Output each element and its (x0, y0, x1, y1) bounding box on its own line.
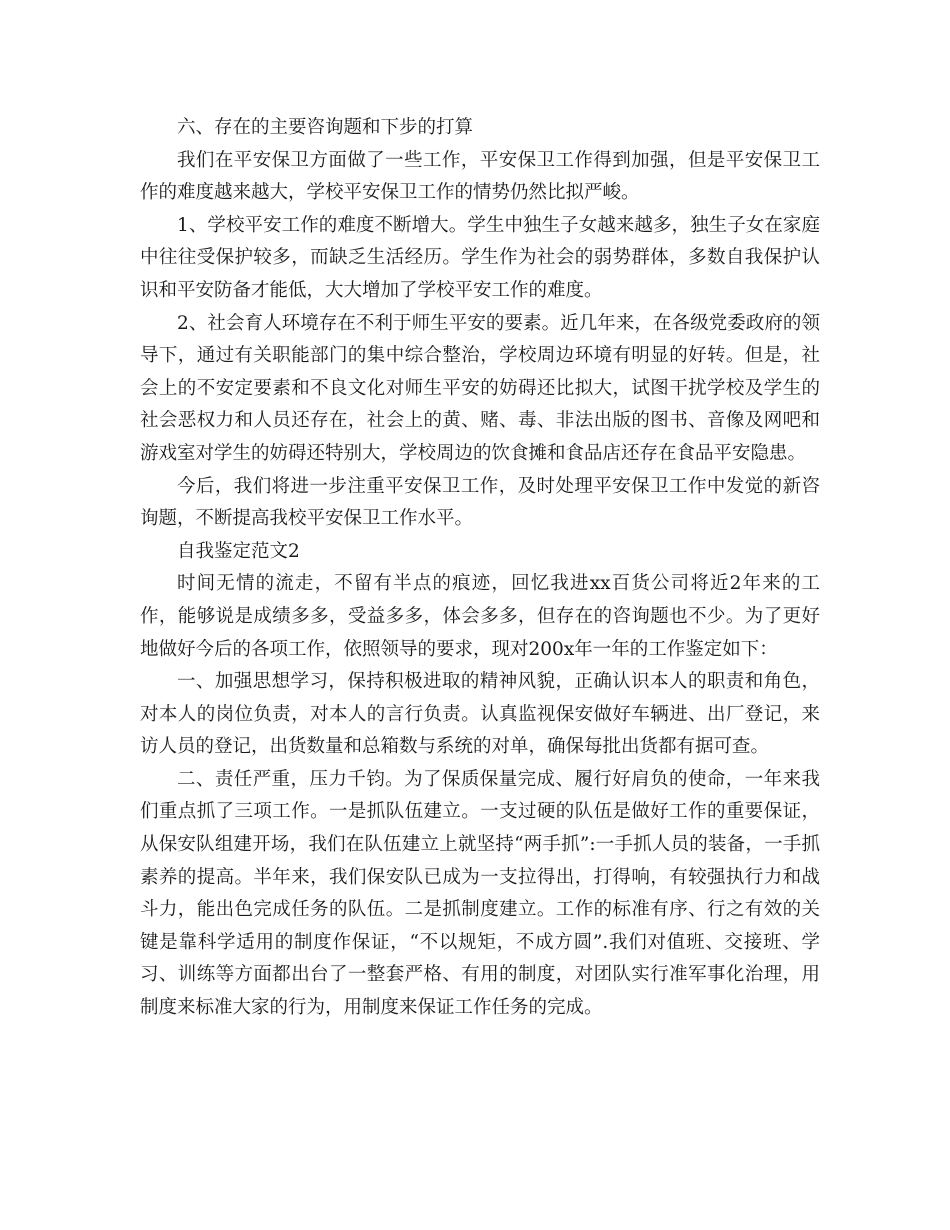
section-heading-sample-2: 自我鉴定范文2 (177, 540, 300, 562)
paragraph: 1、学校平安工作的难度不断增大。学生中独生子女越来越多，独生子女在家庭中往往受保护较多，而缺乏生活经历。学生作为社会的弱势群体，多数自我保护认识和平安防备才能低，大大增加了学校平安工作的难度。 (140, 214, 820, 301)
document-body (140, 112, 820, 1025)
paragraph: 一、加强思想学习，保持积极进取的精神风貌，正确认识本人的职责和角色，对本人的岗位负责，对本人的言行负责。认真监视保安做好车辆进、出厂登记，来访人员的登记，出货数量和总箱数与系统的对单，确保每批出货都有据可查。 (140, 671, 820, 758)
section-heading-problems: 六、存在的主要咨询题和下步的打算 (177, 117, 474, 138)
paragraph: 今后，我们将进一步注重平安保卫工作，及时处理平安保卫工作中发觉的新咨询题，不断提高我校平安保卫工作水平。 (140, 475, 820, 530)
paragraph: 2、社会育人环境存在不利于师生平安的要素。近几年来，在各级党委政府的领导下，通过有关职能部门的集中综合整治，学校周边环境有明显的好转。但是，社会上的不安定要素和不良文化对师生平安的妨碍还比拟大，试图干扰学校及学生的社会恶权力和人员还存在，社会上的黄、赌、毒、非法出版的图书、音像及网吧和游戏室对学生的妨碍还特别大，学校周边的饮食摊和食品店还存在食品平安隐患。 (140, 312, 820, 464)
paragraph: 我们在平安保卫方面做了一些工作，平安保卫工作得到加强，但是平安保卫工作的难度越来越大，学校平安保卫工作的情势仍然比拟严峻。 (140, 149, 820, 204)
paragraph: 二、责任严重，压力千钧。为了保质保量完成、履行好肩负的使命，一年来我们重点抓了三项工作。一是抓队伍建立。一支过硬的队伍是做好工作的重要保证，从保安队组建开场，我们在队伍建立上就坚持“两手抓”:一手抓人员的装备，一手抓素养的提高。半年来，我们保安队已成为一支拉得出，打得响，有较强执行力和战斗力，能出色完成任务的队伍。二是抓制度建立。工作的标准有序、行之有效的关键是靠科学适用的制度作保证，“不以规矩，不成方圆”.我们对值班、交接班、学习、训练等方面都出台了一整套严格、有用的制度，对团队实行准军事化治理，用制度来标准大家的行为，用制度来保证工作任务的完成。 (140, 768, 820, 1019)
paragraph: 时间无情的流走，不留有半点的痕迹，回忆我进xx百货公司将近2年来的工作，能够说是成绩多多，受益多多，体会多多，但存在的咨询题也不少。为了更好地做好今后的各项工作，依照领导的要求，现对200x年一年的工作鉴定如下： (140, 573, 820, 660)
